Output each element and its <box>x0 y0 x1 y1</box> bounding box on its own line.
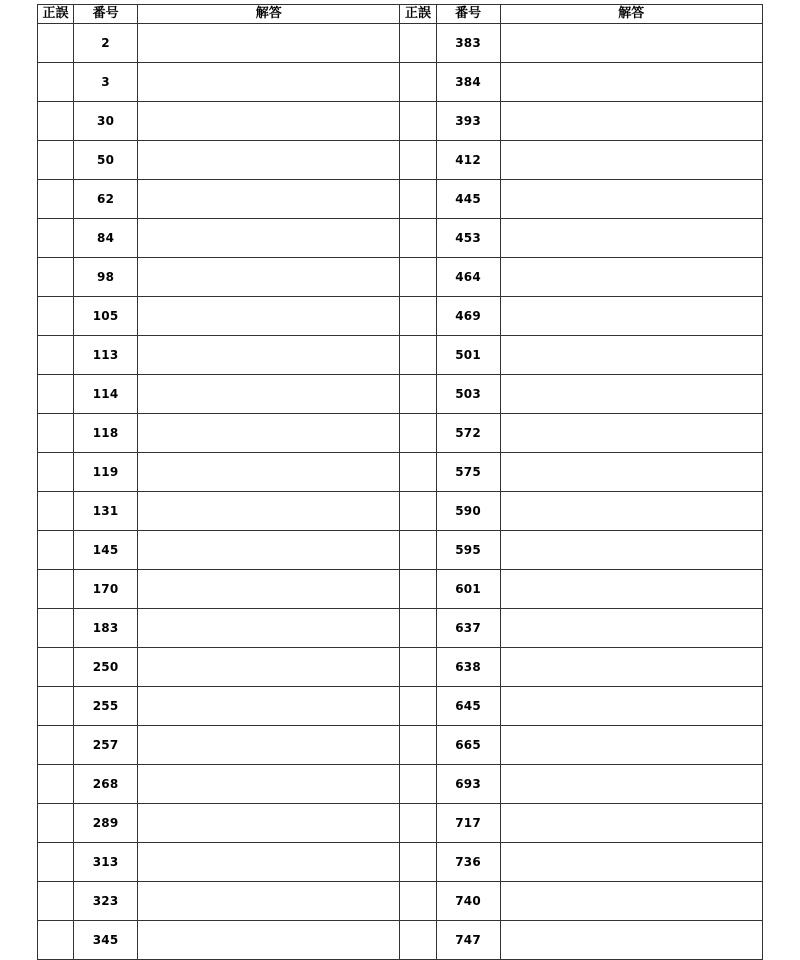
answer-cell-right[interactable] <box>500 609 762 648</box>
table-row <box>38 24 763 63</box>
answer-cell-right[interactable] <box>500 414 762 453</box>
answer-cell-left[interactable] <box>138 24 400 63</box>
answer-cell-right[interactable] <box>500 921 762 960</box>
number-cell-right: 412 <box>436 141 500 180</box>
answer-cell-left[interactable] <box>138 63 400 102</box>
number-cell-right: 501 <box>436 336 500 375</box>
number-cell-right: 595 <box>436 531 500 570</box>
answer-cell-left[interactable] <box>138 843 400 882</box>
check-cell-left[interactable] <box>38 63 74 102</box>
answer-sheet <box>37 4 764 960</box>
answer-cell-left[interactable] <box>138 921 400 960</box>
number-cell-right: 393 <box>436 102 500 141</box>
check-cell-left[interactable] <box>38 414 74 453</box>
answer-cell-right[interactable] <box>500 804 762 843</box>
table-row <box>38 63 763 102</box>
check-cell-left[interactable] <box>38 375 74 414</box>
check-cell-left[interactable] <box>38 921 74 960</box>
answer-cell-left[interactable] <box>138 297 400 336</box>
table-row <box>38 375 763 414</box>
check-cell-left[interactable] <box>38 882 74 921</box>
answer-cell-right[interactable] <box>500 492 762 531</box>
answer-cell-left[interactable] <box>138 453 400 492</box>
answer-cell-right[interactable] <box>500 102 762 141</box>
number-cell-left: 313 <box>74 843 138 882</box>
header-number-left: 番号 <box>74 5 138 24</box>
number-cell-right: 665 <box>436 726 500 765</box>
check-cell-right[interactable] <box>400 765 436 804</box>
number-cell-right: 384 <box>436 63 500 102</box>
table-row <box>38 336 763 375</box>
number-cell-left: 105 <box>74 297 138 336</box>
number-cell-left: 289 <box>74 804 138 843</box>
table-row <box>38 609 763 648</box>
check-cell-right[interactable] <box>400 882 436 921</box>
number-cell-right: 736 <box>436 843 500 882</box>
check-cell-left[interactable] <box>38 297 74 336</box>
number-cell-left: 323 <box>74 882 138 921</box>
table-row <box>38 453 763 492</box>
check-cell-right[interactable] <box>400 648 436 687</box>
number-cell-right: 693 <box>436 765 500 804</box>
answer-cell-left[interactable] <box>138 375 400 414</box>
header-answer-right: 解答 <box>500 5 762 24</box>
table-row <box>38 219 763 258</box>
check-cell-right[interactable] <box>400 843 436 882</box>
table-row <box>38 258 763 297</box>
check-cell-left[interactable] <box>38 609 74 648</box>
answer-cell-left[interactable] <box>138 492 400 531</box>
answer-cell-right[interactable] <box>500 180 762 219</box>
number-cell-right: 469 <box>436 297 500 336</box>
table-row <box>38 804 763 843</box>
answer-cell-right[interactable] <box>500 375 762 414</box>
check-cell-right[interactable] <box>400 102 436 141</box>
answer-cell-right[interactable] <box>500 453 762 492</box>
check-cell-left[interactable] <box>38 141 74 180</box>
check-cell-right[interactable] <box>400 453 436 492</box>
number-cell-left: 30 <box>74 102 138 141</box>
answer-cell-left[interactable] <box>138 687 400 726</box>
check-cell-right[interactable] <box>400 414 436 453</box>
number-cell-left: 50 <box>74 141 138 180</box>
number-cell-left: 118 <box>74 414 138 453</box>
answer-cell-left[interactable] <box>138 648 400 687</box>
number-cell-left: 114 <box>74 375 138 414</box>
check-cell-left[interactable] <box>38 102 74 141</box>
header-row <box>38 5 763 24</box>
check-cell-right[interactable] <box>400 219 436 258</box>
answer-cell-left[interactable] <box>138 180 400 219</box>
answer-cell-right[interactable] <box>500 570 762 609</box>
check-cell-left[interactable] <box>38 726 74 765</box>
check-cell-left[interactable] <box>38 258 74 297</box>
check-cell-left[interactable] <box>38 492 74 531</box>
answer-cell-right[interactable] <box>500 141 762 180</box>
answer-cell-right[interactable] <box>500 297 762 336</box>
number-cell-right: 717 <box>436 804 500 843</box>
answer-cell-right[interactable] <box>500 648 762 687</box>
answer-cell-right[interactable] <box>500 882 762 921</box>
check-cell-left[interactable] <box>38 453 74 492</box>
number-cell-right: 572 <box>436 414 500 453</box>
number-cell-right: 645 <box>436 687 500 726</box>
number-cell-right: 445 <box>436 180 500 219</box>
number-cell-right: 383 <box>436 24 500 63</box>
check-cell-right[interactable] <box>400 336 436 375</box>
table-row <box>38 570 763 609</box>
answer-cell-right[interactable] <box>500 687 762 726</box>
check-cell-left[interactable] <box>38 531 74 570</box>
number-cell-left: 255 <box>74 687 138 726</box>
answer-table <box>37 4 763 960</box>
table-row <box>38 687 763 726</box>
check-cell-right[interactable] <box>400 24 436 63</box>
number-cell-left: 131 <box>74 492 138 531</box>
number-cell-right: 601 <box>436 570 500 609</box>
table-row <box>38 141 763 180</box>
check-cell-right[interactable] <box>400 375 436 414</box>
table-row <box>38 492 763 531</box>
answer-cell-right[interactable] <box>500 219 762 258</box>
answer-cell-left[interactable] <box>138 531 400 570</box>
answer-rows <box>38 24 763 960</box>
header-check-left: 正誤 <box>38 5 74 24</box>
number-cell-left: 3 <box>74 63 138 102</box>
check-cell-left[interactable] <box>38 180 74 219</box>
check-cell-left[interactable] <box>38 24 74 63</box>
number-cell-left: 257 <box>74 726 138 765</box>
answer-cell-right[interactable] <box>500 843 762 882</box>
check-cell-left[interactable] <box>38 687 74 726</box>
table-row <box>38 297 763 336</box>
answer-cell-right[interactable] <box>500 765 762 804</box>
number-cell-left: 62 <box>74 180 138 219</box>
answer-cell-right[interactable] <box>500 531 762 570</box>
number-cell-left: 250 <box>74 648 138 687</box>
check-cell-left[interactable] <box>38 843 74 882</box>
check-cell-left[interactable] <box>38 219 74 258</box>
answer-cell-left[interactable] <box>138 258 400 297</box>
number-cell-left: 113 <box>74 336 138 375</box>
check-cell-left[interactable] <box>38 765 74 804</box>
check-cell-left[interactable] <box>38 336 74 375</box>
number-cell-right: 575 <box>436 453 500 492</box>
answer-cell-left[interactable] <box>138 570 400 609</box>
table-row <box>38 180 763 219</box>
number-cell-right: 747 <box>436 921 500 960</box>
number-cell-left: 268 <box>74 765 138 804</box>
table-row <box>38 882 763 921</box>
table-row <box>38 726 763 765</box>
number-cell-right: 590 <box>436 492 500 531</box>
answer-cell-left[interactable] <box>138 102 400 141</box>
check-cell-right[interactable] <box>400 258 436 297</box>
answer-cell-left[interactable] <box>138 219 400 258</box>
check-cell-right[interactable] <box>400 297 436 336</box>
number-cell-left: 345 <box>74 921 138 960</box>
table-row <box>38 648 763 687</box>
answer-cell-right[interactable] <box>500 63 762 102</box>
check-cell-right[interactable] <box>400 531 436 570</box>
answer-cell-left[interactable] <box>138 336 400 375</box>
header-check-right: 正誤 <box>400 5 436 24</box>
check-cell-right[interactable] <box>400 492 436 531</box>
number-cell-left: 183 <box>74 609 138 648</box>
answer-cell-left[interactable] <box>138 414 400 453</box>
check-cell-right[interactable] <box>400 609 436 648</box>
table-row <box>38 921 763 960</box>
check-cell-left[interactable] <box>38 804 74 843</box>
table-row <box>38 414 763 453</box>
check-cell-right[interactable] <box>400 921 436 960</box>
answer-cell-left[interactable] <box>138 765 400 804</box>
check-cell-right[interactable] <box>400 687 436 726</box>
number-cell-left: 145 <box>74 531 138 570</box>
answer-cell-right[interactable] <box>500 726 762 765</box>
table-row <box>38 843 763 882</box>
check-cell-right[interactable] <box>400 63 436 102</box>
check-cell-left[interactable] <box>38 570 74 609</box>
answer-cell-right[interactable] <box>500 258 762 297</box>
number-cell-right: 637 <box>436 609 500 648</box>
number-cell-right: 740 <box>436 882 500 921</box>
number-cell-left: 119 <box>74 453 138 492</box>
answer-cell-left[interactable] <box>138 882 400 921</box>
number-cell-right: 453 <box>436 219 500 258</box>
check-cell-right[interactable] <box>400 141 436 180</box>
check-cell-right[interactable] <box>400 804 436 843</box>
number-cell-left: 170 <box>74 570 138 609</box>
number-cell-left: 84 <box>74 219 138 258</box>
table-row <box>38 531 763 570</box>
answer-cell-right[interactable] <box>500 336 762 375</box>
check-cell-left[interactable] <box>38 648 74 687</box>
number-cell-left: 2 <box>74 24 138 63</box>
number-cell-left: 98 <box>74 258 138 297</box>
answer-cell-left[interactable] <box>138 726 400 765</box>
answer-cell-left[interactable] <box>138 804 400 843</box>
header-number-right: 番号 <box>436 5 500 24</box>
number-cell-right: 638 <box>436 648 500 687</box>
check-cell-right[interactable] <box>400 180 436 219</box>
table-row <box>38 765 763 804</box>
table-row <box>38 102 763 141</box>
answer-cell-right[interactable] <box>500 24 762 63</box>
check-cell-right[interactable] <box>400 570 436 609</box>
check-cell-right[interactable] <box>400 726 436 765</box>
number-cell-right: 503 <box>436 375 500 414</box>
answer-cell-left[interactable] <box>138 141 400 180</box>
answer-cell-left[interactable] <box>138 609 400 648</box>
header-answer-left: 解答 <box>138 5 400 24</box>
number-cell-right: 464 <box>436 258 500 297</box>
